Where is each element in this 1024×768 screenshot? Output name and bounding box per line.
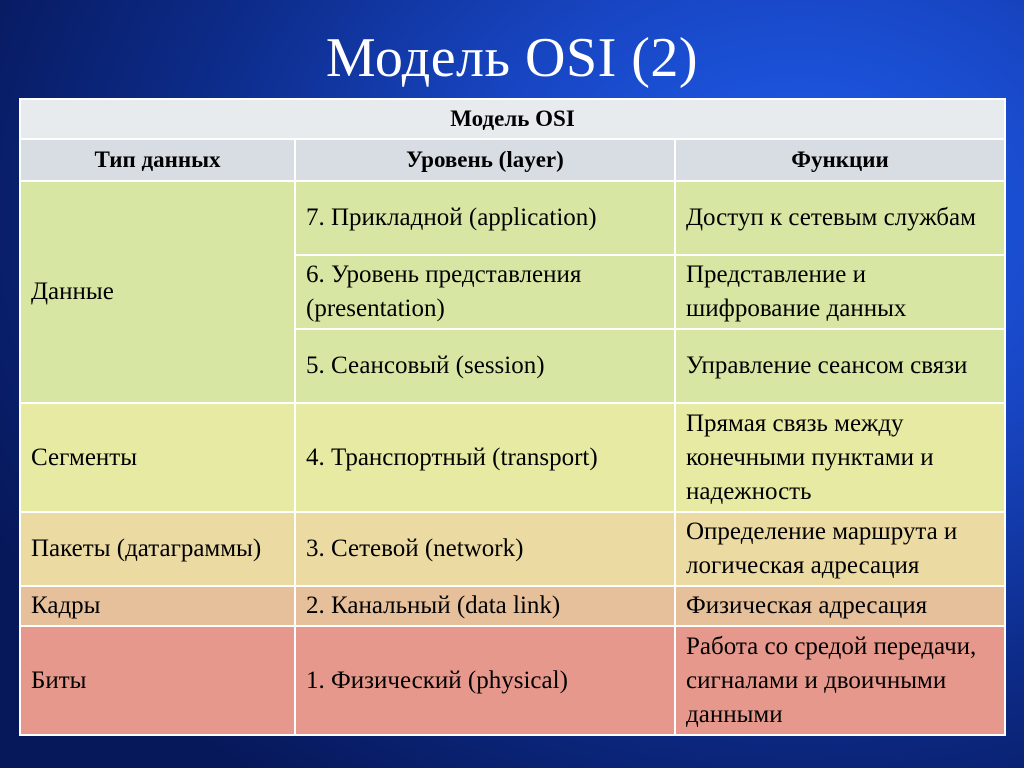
table-row-layer-4	[20, 403, 1005, 512]
column-header-data-type: Тип данных	[20, 139, 295, 181]
data-type-cell-frames: Кадры	[20, 586, 295, 626]
table-row-layer-1	[20, 626, 1005, 735]
data-type-cell-data: Данные	[20, 181, 295, 403]
table-row-layer-2	[20, 586, 1005, 626]
table-row-layer-3	[20, 512, 1005, 586]
osi-table	[19, 98, 1006, 736]
layer-cell: 6. Уровень представления (presentation)	[295, 255, 675, 329]
layer-cell: 1. Физический (physical)	[295, 626, 675, 735]
slide-title: Модель OSI (2)	[325, 27, 699, 89]
column-header-functions: Функции	[675, 139, 1005, 181]
function-cell: Прямая связь между конечными пунктами и надежность	[675, 403, 1005, 512]
table-row-layer-7	[20, 181, 1005, 255]
function-cell: Физическая адресация	[675, 586, 1005, 626]
function-cell: Представление и шифрование данных	[675, 255, 1005, 329]
layer-cell: 2. Канальный (data link)	[295, 586, 675, 626]
table-caption-row	[20, 99, 1005, 139]
function-cell: Доступ к сетевым службам	[675, 181, 1005, 255]
function-cell: Управление сеансом связи	[675, 329, 1005, 403]
data-type-cell-packets: Пакеты (датаграммы)	[20, 512, 295, 586]
data-type-cell-bits: Биты	[20, 626, 295, 735]
function-cell: Работа со средой передачи, сигналами и двоичными данными	[675, 626, 1005, 735]
layer-cell: 7. Прикладной (application)	[295, 181, 675, 255]
layer-cell: 3. Сетевой (network)	[295, 512, 675, 586]
function-cell: Определение маршрута и логическая адресация	[675, 512, 1005, 586]
layer-cell: 4. Транспортный (transport)	[295, 403, 675, 512]
column-header-layer: Уровень (layer)	[295, 139, 675, 181]
data-type-cell-segments: Сегменты	[20, 403, 295, 512]
table-header-row	[20, 139, 1005, 181]
layer-cell: 5. Сеансовый (session)	[295, 329, 675, 403]
table-caption: Модель OSI	[20, 99, 1005, 139]
